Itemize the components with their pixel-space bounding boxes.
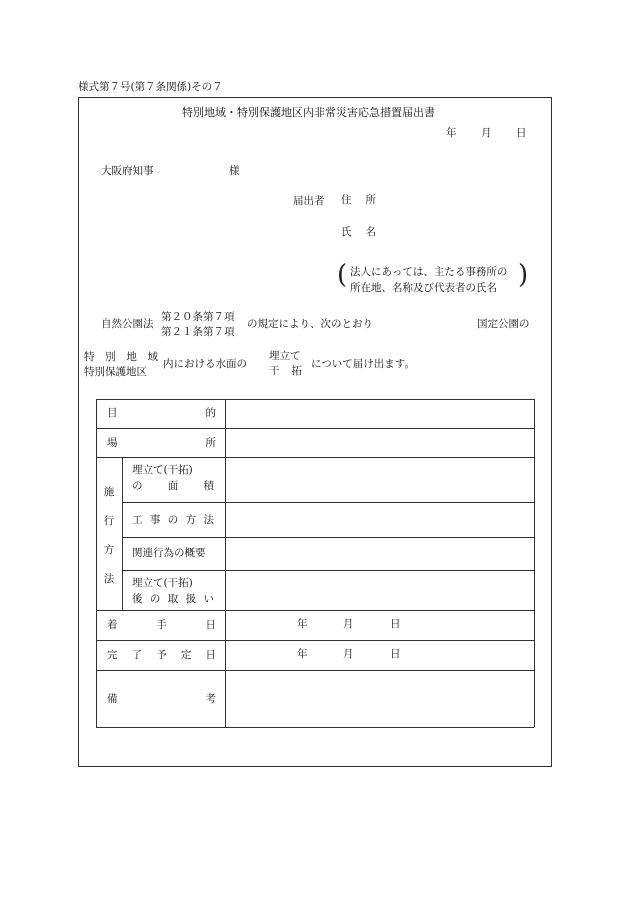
completion-month: 月 [343, 648, 354, 660]
form-number: 様式第７号(第７条関係)その７ [78, 81, 223, 93]
drainage-word: 干 拓 [269, 365, 302, 377]
addressee-name: 大阪府知事 [101, 165, 154, 177]
quasi-national-park: 国定公園の [477, 318, 530, 330]
addressee-honorific: 様 [229, 165, 240, 177]
article-21: 第２１条第７項 [161, 326, 235, 338]
area-label-line2: の 面 積 [132, 480, 214, 492]
purpose-value-cell[interactable] [226, 400, 533, 427]
reclamation-word: 埋立て [269, 350, 301, 362]
date-year-label: 年 [446, 127, 457, 139]
method-label-char-1: 施 [103, 486, 115, 498]
related-acts-value-cell[interactable] [226, 538, 533, 569]
remarks-value-cell[interactable] [226, 671, 533, 726]
form-title: 特別地域・特別保護地区内非常災害応急措置届出書 [182, 106, 435, 119]
date-month-label: 月 [481, 127, 492, 139]
method-label-char-4: 法 [103, 573, 115, 585]
corporation-note-line2: 所在地、名称及び代表者の氏名 [350, 282, 497, 294]
completion-day: 日 [390, 648, 401, 660]
corporation-note-line1: 法人にあっては、主たる事務所の [350, 266, 508, 278]
after-treatment-value-cell[interactable] [226, 571, 533, 609]
related-acts-label: 関連行為の概要 [132, 547, 206, 559]
place-value-cell[interactable] [226, 429, 533, 456]
start-day: 日 [390, 618, 401, 630]
completion-date-label: 完 了 予 定 日 [107, 649, 216, 661]
special-area-label: 特 別 地 域 [84, 351, 158, 363]
completion-year: 年 [297, 648, 308, 660]
after-treatment-line2: 後 の 取 扱 い [132, 593, 214, 605]
applicant-address-label: 住 所 [341, 194, 376, 206]
closing-text: について届け出ます。 [311, 358, 415, 370]
start-year: 年 [297, 618, 308, 630]
area-label-line1: 埋立て(干拓) [132, 464, 193, 476]
remarks-label: 備 考 [107, 693, 216, 705]
provision-text: の規定により、次のとおり [247, 318, 373, 330]
special-protection-zone-label: 特別保護地区 [84, 366, 147, 378]
construction-method-value-cell[interactable] [226, 503, 533, 536]
law-name: 自然公園法 [101, 318, 154, 330]
purpose-label: 目 的 [107, 407, 216, 419]
applicant-name-label: 氏 名 [341, 226, 376, 238]
area-value-cell[interactable] [226, 458, 533, 501]
date-day-label: 日 [516, 127, 527, 139]
place-label: 場 所 [107, 437, 216, 449]
after-treatment-line1: 埋立て(干拓) [132, 577, 193, 589]
start-date-label: 着 手 日 [107, 619, 216, 631]
note-bracket-left: ( [337, 260, 348, 290]
method-label-char-3: 方 [103, 544, 115, 556]
article-20: 第２０条第７項 [161, 311, 235, 323]
construction-method-label: 工 事 の 方 法 [132, 514, 214, 526]
note-bracket-right: ) [518, 260, 529, 290]
start-month: 月 [343, 618, 354, 630]
inside-water-text: 内における水面の [163, 358, 247, 370]
applicant-label: 届出者 [293, 195, 325, 207]
method-label-char-2: 行 [103, 515, 115, 527]
